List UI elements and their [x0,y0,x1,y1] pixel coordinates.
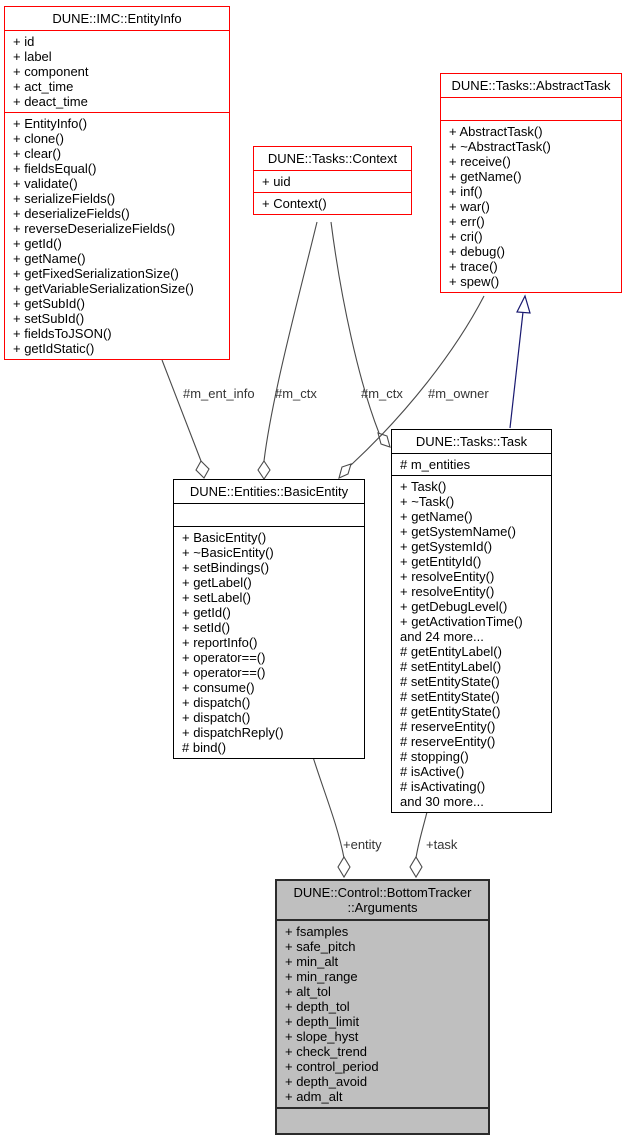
member-row: + getName() [400,509,473,524]
member-row: + clear() [13,146,62,161]
member-row: + fieldsEqual() [13,161,97,176]
member-row: + safe_pitch [285,939,356,954]
member-row: + getId() [182,605,231,620]
member-row: + setBindings() [182,560,270,575]
edge-m-ent-info [162,360,201,461]
class-node-arguments [275,879,490,1135]
class-attributes [441,98,621,121]
member-row: + getSystemId() [400,539,493,554]
class-methods [254,193,411,214]
aggregation-diamond-icon [339,464,351,478]
member-row: # getEntityState() [400,704,501,719]
member-row: + ~Task() [400,494,455,509]
member-row: + check_trend [285,1044,368,1059]
member-row: + reverseDeserializeFields() [13,221,176,236]
class-title: DUNE::Entities::BasicEntity [174,480,364,504]
member-row: + trace() [449,259,498,274]
member-row: + getEntityId() [400,554,482,569]
member-row: + getSystemName() [400,524,516,539]
class-attributes [254,171,411,193]
edge-label-m-ctx-task: #m_ctx [361,386,403,401]
inheritance-arrow-icon [517,296,530,313]
class-title: DUNE::IMC::EntityInfo [5,7,229,31]
edge-label-m-ent-info: #m_ent_info [183,386,255,401]
edge-label-m-ctx-basicentity: #m_ctx [275,386,317,401]
member-row: + serializeFields() [13,191,116,206]
aggregation-diamond-icon [378,433,390,447]
edge-label-entity: +entity [343,837,382,852]
member-row: # isActive() [400,764,465,779]
member-row: # setEntityState() [400,689,500,704]
member-row: + getActivationTime() [400,614,523,629]
edge-label-task: +task [426,837,458,852]
member-row: + dispatch() [182,710,251,725]
member-row: + setLabel() [182,590,252,605]
member-row: + cri() [449,229,483,244]
edge-inheritance [510,312,523,428]
member-row: + depth_tol [285,999,350,1014]
aggregation-diamond-icon [258,461,270,479]
member-row: + getVariableSerializationSize() [13,281,194,296]
aggregation-diamond-icon [410,857,422,877]
class-title: DUNE::Tasks::Task [392,430,551,454]
member-row: + component [13,64,89,79]
class-node-entityinfo[interactable] [4,6,230,360]
member-row: + id [13,34,35,49]
class-node-context[interactable] [253,146,412,215]
member-row: + deserializeFields() [13,206,130,221]
class-attributes [174,504,364,527]
member-row: # stopping() [400,749,469,764]
member-row: + consume() [182,680,255,695]
member-row: + validate() [13,176,78,191]
class-title: DUNE::Tasks::Context [254,147,411,171]
class-title-line1: DUNE::Control::BottomTracker [293,885,472,900]
member-row: + depth_limit [285,1014,360,1029]
edge-label-m-owner: #m_owner [428,386,489,401]
class-attributes [392,454,551,476]
member-row: + fsamples [285,924,349,939]
class-attributes [5,31,229,113]
member-row: + reportInfo() [182,635,258,650]
member-row: # getEntityLabel() [400,644,502,659]
member-row: + AbstractTask() [449,124,543,139]
class-methods [5,113,229,359]
member-row: + min_range [285,969,358,984]
member-row: and 30 more... [400,794,484,809]
member-row: + debug() [449,244,506,259]
member-row: + Context() [262,196,327,211]
member-row: + err() [449,214,485,229]
member-row: + operator==() [182,650,266,665]
member-row: + control_period [285,1059,379,1074]
member-row: and 24 more... [400,629,484,644]
member-row: + act_time [13,79,74,94]
member-row: + alt_tol [285,984,331,999]
member-row: + receive() [449,154,511,169]
class-node-basicentity[interactable] [173,479,365,759]
edge-entity [313,757,344,858]
member-row: + clone() [13,131,64,146]
member-row: + label [13,49,52,64]
member-row: + getFixedSerializationSize() [13,266,179,281]
class-node-abstracttask[interactable] [440,73,622,293]
member-row: + dispatch() [182,695,251,710]
member-row: + Task() [400,479,447,494]
member-row: + uid [262,174,291,189]
member-row: + adm_alt [285,1089,343,1104]
class-node-task[interactable] [391,429,552,813]
member-row: + getLabel() [182,575,252,590]
member-row: + EntityInfo() [13,116,88,131]
member-row: + fieldsToJSON() [13,326,112,341]
member-row: + getSubId() [13,296,85,311]
member-row: + resolveEntity() [400,569,495,584]
member-row: # setEntityState() [400,674,500,689]
class-title [277,881,488,921]
member-row: + depth_avoid [285,1074,368,1089]
edge-m-ctx-task [331,222,379,433]
class-methods [392,476,551,812]
member-row: # reserveEntity() [400,719,496,734]
class-methods [277,1109,488,1133]
class-title-line2: ::Arguments [347,900,418,915]
aggregation-diamond-icon [196,461,209,478]
member-row: # bind() [182,740,227,755]
member-row: + setSubId() [13,311,85,326]
member-row: + BasicEntity() [182,530,267,545]
member-row: + dispatchReply() [182,725,284,740]
class-attributes [277,921,488,1109]
edge-m-ctx-basicentity [264,222,317,461]
class-methods [174,527,364,758]
member-row: + getName() [449,169,522,184]
member-row: + ~AbstractTask() [449,139,551,154]
member-row: + getName() [13,251,86,266]
member-row: + setId() [182,620,231,635]
member-row: # reserveEntity() [400,734,496,749]
member-row: + min_alt [285,954,339,969]
member-row: + war() [449,199,490,214]
member-row: # isActivating() [400,779,486,794]
member-row: + getDebugLevel() [400,599,508,614]
member-row: + slope_hyst [285,1029,359,1044]
class-title: DUNE::Tasks::AbstractTask [441,74,621,98]
aggregation-diamond-icon [338,857,350,877]
member-row: + spew() [449,274,500,289]
member-row: # m_entities [400,457,471,472]
member-row: + getIdStatic() [13,341,95,356]
member-row: # setEntityLabel() [400,659,502,674]
member-row: + getId() [13,236,62,251]
member-row: + resolveEntity() [400,584,495,599]
member-row: + inf() [449,184,483,199]
member-row: + operator==() [182,665,266,680]
member-row: + deact_time [13,94,88,109]
class-methods [441,121,621,292]
member-row: + ~BasicEntity() [182,545,274,560]
